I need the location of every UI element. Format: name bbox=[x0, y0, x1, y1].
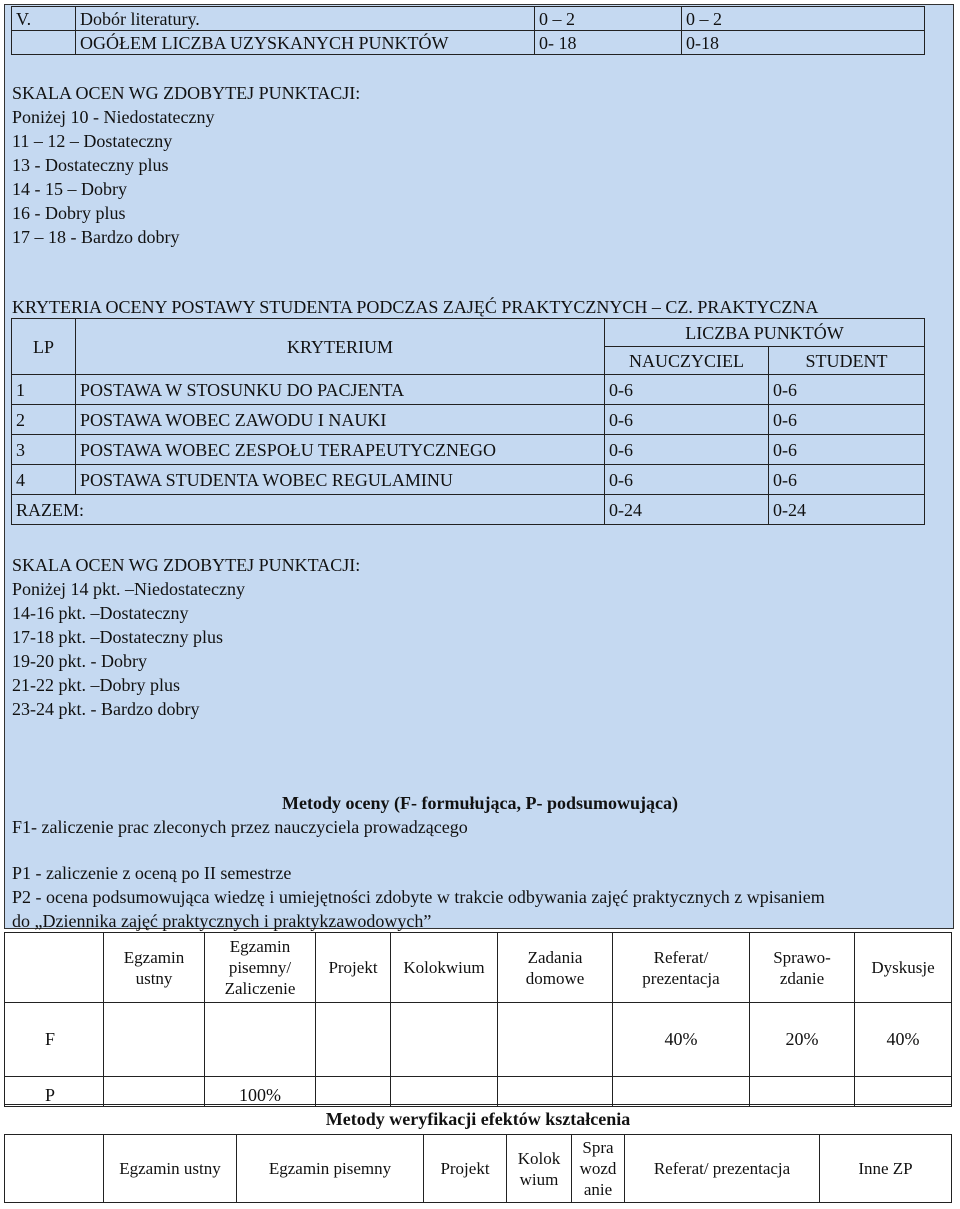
grade-cell bbox=[613, 1077, 750, 1107]
scale-item: 14 - 15 – Dobry bbox=[12, 179, 127, 199]
scale-item: 14-16 pkt. –Dostateczny bbox=[12, 603, 189, 623]
student-points: 0-6 bbox=[769, 405, 925, 435]
scale-item: 23-24 pkt. - Bardzo dobry bbox=[12, 699, 200, 719]
student-points: 0-18 bbox=[682, 31, 925, 55]
row-label: OGÓŁEM LICZBA UZYSKANYCH PUNKTÓW bbox=[76, 31, 535, 55]
method-p2-continued: do „Dziennika zajęć praktycznych i praktykzawodowych” bbox=[12, 911, 432, 931]
scale-item: 11 – 12 – Dostateczny bbox=[12, 131, 173, 151]
teacher-total: 0-24 bbox=[605, 495, 769, 525]
grade-cell bbox=[750, 1077, 855, 1107]
criterion-label: POSTAWA WOBEC ZAWODU I NAUKI bbox=[76, 405, 605, 435]
grade-cell: 40% bbox=[613, 1003, 750, 1077]
criterion-label: POSTAWA W STOSUNKU DO PACJENTA bbox=[76, 375, 605, 405]
row-lp: 3 bbox=[12, 435, 76, 465]
scale-title: SKALA OCEN WG ZDOBYTEJ PUNKTACJI: bbox=[12, 83, 361, 103]
student-total: 0-24 bbox=[769, 495, 925, 525]
method-p1: P1 - zaliczenie z oceną po II semestrze bbox=[12, 863, 292, 883]
student-points: 0 – 2 bbox=[682, 7, 925, 31]
student-header: STUDENT bbox=[769, 347, 925, 375]
grade-header: Projekt bbox=[316, 933, 391, 1003]
grade-header: Dyskusje bbox=[855, 933, 952, 1003]
scale-item: 19-20 pkt. - Dobry bbox=[12, 651, 147, 671]
row-lp: 2 bbox=[12, 405, 76, 435]
verification-header: Spra wozd anie bbox=[572, 1135, 625, 1203]
criterion-label: POSTAWA WOBEC ZESPOŁU TERAPEUTYCZNEGO bbox=[76, 435, 605, 465]
verification-header: Inne ZP bbox=[820, 1135, 952, 1203]
method-f1: F1- zaliczenie prac zleconych przez nauczyciela prowadzącego bbox=[12, 817, 468, 837]
grade-cell: 20% bbox=[750, 1003, 855, 1077]
lp-header: LP bbox=[12, 319, 76, 375]
verification-title: Metody weryfikacji efektów kształcenia bbox=[5, 1105, 952, 1135]
teacher-points: 0- 18 bbox=[535, 31, 682, 55]
grade-header bbox=[5, 933, 104, 1003]
verification-header: Kolok wium bbox=[507, 1135, 572, 1203]
grade-header: Sprawo-zdanie bbox=[750, 933, 855, 1003]
teacher-points: 0-6 bbox=[605, 435, 769, 465]
row-lp: 1 bbox=[12, 375, 76, 405]
teacher-points: 0-6 bbox=[605, 375, 769, 405]
scale-item: Poniżej 10 - Niedostateczny bbox=[12, 107, 215, 127]
teacher-points: 0-6 bbox=[605, 405, 769, 435]
grade-cell: 40% bbox=[855, 1003, 952, 1077]
criteria-table bbox=[11, 318, 925, 525]
method-p2: P2 - ocena podsumowująca wiedzę i umiejętności zdobyte w trakcie odbywania zajęć praktycznych z wpisaniem bbox=[12, 887, 825, 907]
verification-header bbox=[5, 1135, 104, 1203]
grade-header: Zadania domowe bbox=[498, 933, 613, 1003]
grade-header: Referat/ prezentacja bbox=[613, 933, 750, 1003]
total-label: RAZEM: bbox=[12, 495, 605, 525]
row-label: Dobór literatury. bbox=[76, 7, 535, 31]
teacher-points: 0 – 2 bbox=[535, 7, 682, 31]
verification-header: Referat/ prezentacja bbox=[625, 1135, 820, 1203]
criteria-title: KRYTERIA OCENY POSTAWY STUDENTA PODCZAS ZAJĘĆ PRAKTYCZNYCH – CZ. PRAKTYCZNA bbox=[12, 297, 819, 317]
grade-cell bbox=[316, 1003, 391, 1077]
grade-cell bbox=[391, 1077, 498, 1107]
verification-header: Egzamin pisemny bbox=[237, 1135, 424, 1203]
grade-cell bbox=[205, 1003, 316, 1077]
criterion-header: KRYTERIUM bbox=[76, 319, 605, 375]
scale-item: 21-22 pkt. –Dobry plus bbox=[12, 675, 180, 695]
criterion-label: POSTAWA STUDENTA WOBEC REGULAMINU bbox=[76, 465, 605, 495]
row-lp bbox=[12, 31, 76, 55]
row-lp: 4 bbox=[12, 465, 76, 495]
student-points: 0-6 bbox=[769, 435, 925, 465]
grade-cell bbox=[855, 1077, 952, 1107]
grade-cell bbox=[104, 1003, 205, 1077]
grade-cell bbox=[498, 1077, 613, 1107]
grade-cell: 100% bbox=[205, 1077, 316, 1107]
teacher-header: NAUCZYCIEL bbox=[605, 347, 769, 375]
grade-header: Egzamin pisemny/ Zaliczenie bbox=[205, 933, 316, 1003]
grade-cell bbox=[498, 1003, 613, 1077]
scale-item: 16 - Dobry plus bbox=[12, 203, 126, 223]
verification-table bbox=[4, 1104, 952, 1203]
scale-title: SKALA OCEN WG ZDOBYTEJ PUNKTACJI: bbox=[12, 555, 361, 575]
grade-cell: F bbox=[5, 1003, 104, 1077]
student-points: 0-6 bbox=[769, 465, 925, 495]
grade-cell: P bbox=[5, 1077, 104, 1107]
grade-cell bbox=[104, 1077, 205, 1107]
methods-title: Metody oceny (F- formułująca, P- podsumowująca) bbox=[282, 793, 678, 813]
verification-header: Projekt bbox=[424, 1135, 507, 1203]
grade-header: Kolokwium bbox=[391, 933, 498, 1003]
points-header: LICZBA PUNKTÓW bbox=[605, 319, 925, 347]
student-points: 0-6 bbox=[769, 375, 925, 405]
scale-item: 17-18 pkt. –Dostateczny plus bbox=[12, 627, 223, 647]
verification-header: Egzamin ustny bbox=[104, 1135, 237, 1203]
grade-header: Egzamin ustny bbox=[104, 933, 205, 1003]
row-lp: V. bbox=[12, 7, 76, 31]
scale-item: Poniżej 14 pkt. –Niedostateczny bbox=[12, 579, 245, 599]
scale-item: 17 – 18 - Bardzo dobry bbox=[12, 227, 180, 247]
scale-item: 13 - Dostateczny plus bbox=[12, 155, 169, 175]
teacher-points: 0-6 bbox=[605, 465, 769, 495]
grade-cell bbox=[391, 1003, 498, 1077]
grade-cell bbox=[316, 1077, 391, 1107]
top-points-table bbox=[11, 6, 925, 55]
grade-table bbox=[4, 932, 952, 1107]
